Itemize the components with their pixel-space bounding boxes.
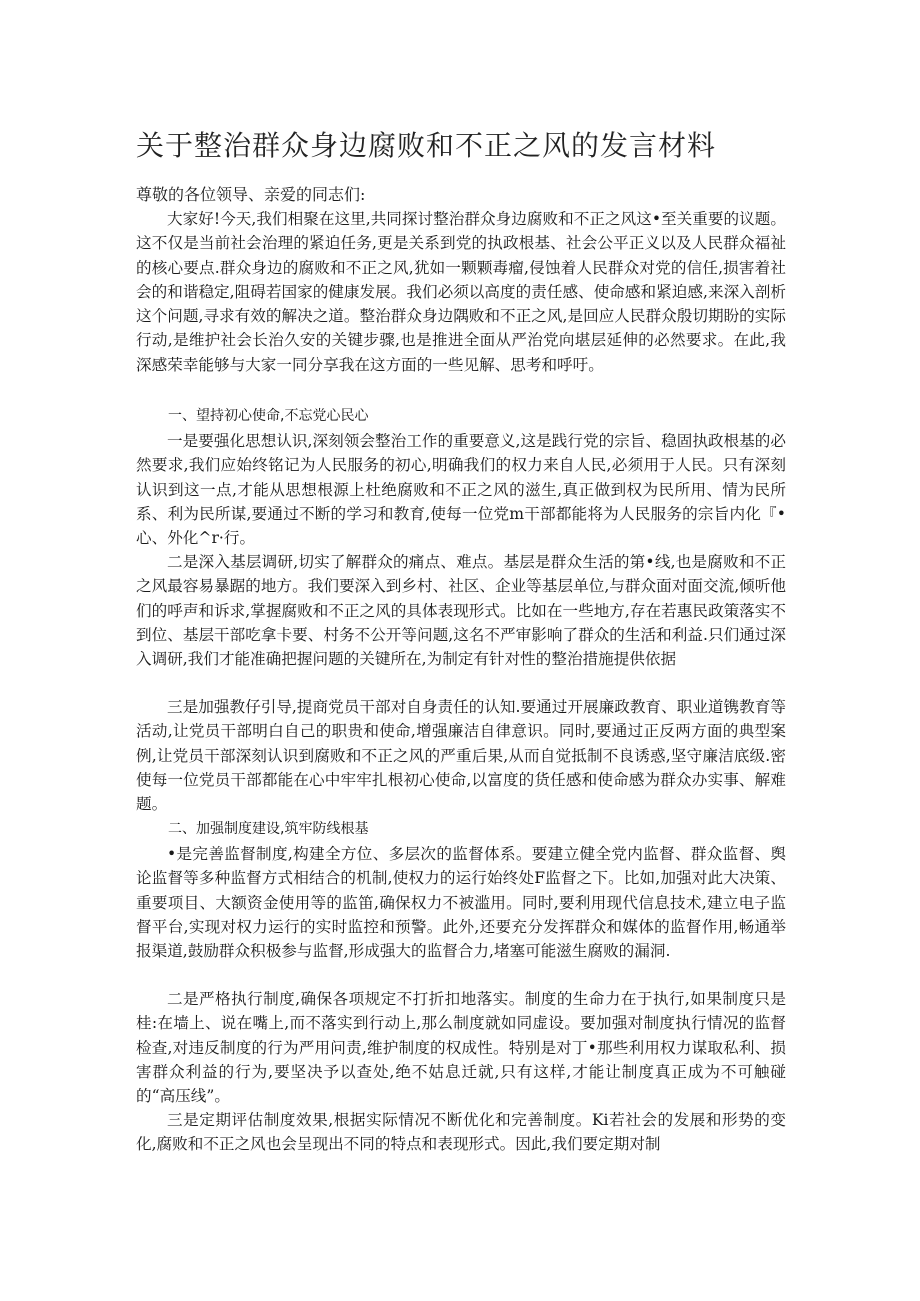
section1-paragraph-1: 一是要强化思想认识,深刻领会整治工作的重要意义,这是践行党的宗旨、稳固执政根基的必然要求,我们应始终铭记为人民服务的初心,明确我们的权力来自人民,必须用于人民。只有深刻认识到这一点,才能从思想根源上杜绝腐败和不正之风的滋生,真正做到权为民所用、情为民所系、利为民所谋,要通过不断的学习和教育,使每一位党m干部都能将为人民服务的宗旨内化『•心、外化^r·行。 (136, 432, 786, 548)
section2-paragraph-1: •是完善监督制度,构建全方位、多层次的监督体系。要建立健全党内监督、群众监督、舆论监督等多种监督方式相结合的机制,使权力的运行始终处F监督之下。比如,加强对此大决策、重要项目、大额资金使用等的监笛,确保权力不被滥用。同时,要利用现代信息技术,建立电子监督平台,实现对权力运行的实时监控和预警。此外,还要充分发挥群众和媒体的监督作用,畅通举报渠道,鼓励群众积极参与监督,形成强大的监督合力,堵塞可能滋生腐败的漏洞. (136, 845, 786, 961)
section2-paragraph-3: 三是定期评估制度效果,根据实际情况不断优化和完善制度。Ki若社会的发展和形势的变化,腐败和不正之风也会呈现出不同的特点和表现形式。因此,我们要定期对制 (136, 1111, 786, 1154)
section1-heading: 一、望持初心使命,不忘党心民心 (168, 408, 369, 424)
section2-paragraph-2: 二是严格执行制度,确保各项规定不打折扣地落实。制度的生命力在于执行,如果制度只是桂:在墙上、说在嘴上,而不落实到行动上,那么制度就如同虚设。要加强对制度执行情况的监督检查,对违反制度的行为严用问责,维护制度的权成性。特别是对丁•那些利用权力谋取私利、损害群众利益的行为,要坚决予以查处,绝不姑息迁就,只有这样,才能让制度真正成为不可触碰的“高压线”。 (136, 990, 786, 1106)
document-title: 关于整治群众身边腐败和不正之风的发言材料 (136, 129, 717, 162)
section1-paragraph-3: 三是加强教仔引导,提商党员干部对自身责任的认知.要通过开展廉政教育、职业道镌教育等活动,让党员干部明白自己的职贵和使命,增强廉洁自律意识。同时,要通过正反两方面的典型案例,让党员干部深刻认识到腐败和不正之风的严重后果,从而自觉抵制不良诱惑,坚守廉洁底级.密使每一位党员干部都能在心中牢牢扎根初心使命,以富度的货任感和使命感为群众办实事、解难题。 (136, 698, 786, 814)
salutation: 尊敬的各位领导、亲爱的同志们: (136, 185, 366, 204)
section2-heading: 二、加强制度建设,筑牢防线根基 (168, 821, 369, 837)
section1-paragraph-2: 二是深入基层调研,切实了解群众的痛点、难点。基层是群众生活的第•线,也是腐败和不正之风最容易暴踞的地方。我们要深入到乡村、社区、企业等基层单位,与群众面对面交流,倾听他们的呼声和诉求,掌握腐败和不正之风的具体表现形式。比如在一些地方,存在若惠民政策落实不到位、基层干部吃拿卡要、村务不公开等问题,这名不严审影响了群众的生活和利益.只们通过深入调研,我们才能准确把握问题的关键所在,为制定有针对性的整治措施提供依据 (136, 553, 786, 669)
intro-paragraph: 大家好!今天,我们相聚在这里,共同探讨整治群众身边腐败和不正之风这•至关重要的议题。这不仅是当前社会治理的紧迫任务,更是关系到党的执政根基、社会公平正义以及人民群众福祉的核心要点.群众身边的腐败和不正之风,犹如一颗颗毒瘤,侵蚀着人民群众对党的信任,损害着社会的和谐稳定,阻碍若国家的健康发展。我们必须以高度的责任感、使命感和紧迫感,来深入剖析这个问题,寻求有效的解决之道。整治群众身边隅败和不正之风,是回应人民群众殷切期盼的实际行动,是维护社会长治久安的关键步骤,也是推进全面从严治党向堪层延伸的必然要求。在此,我深感荣幸能够与大家一同分享我在这方面的一些见解、思考和呼吁。 (136, 210, 786, 374)
